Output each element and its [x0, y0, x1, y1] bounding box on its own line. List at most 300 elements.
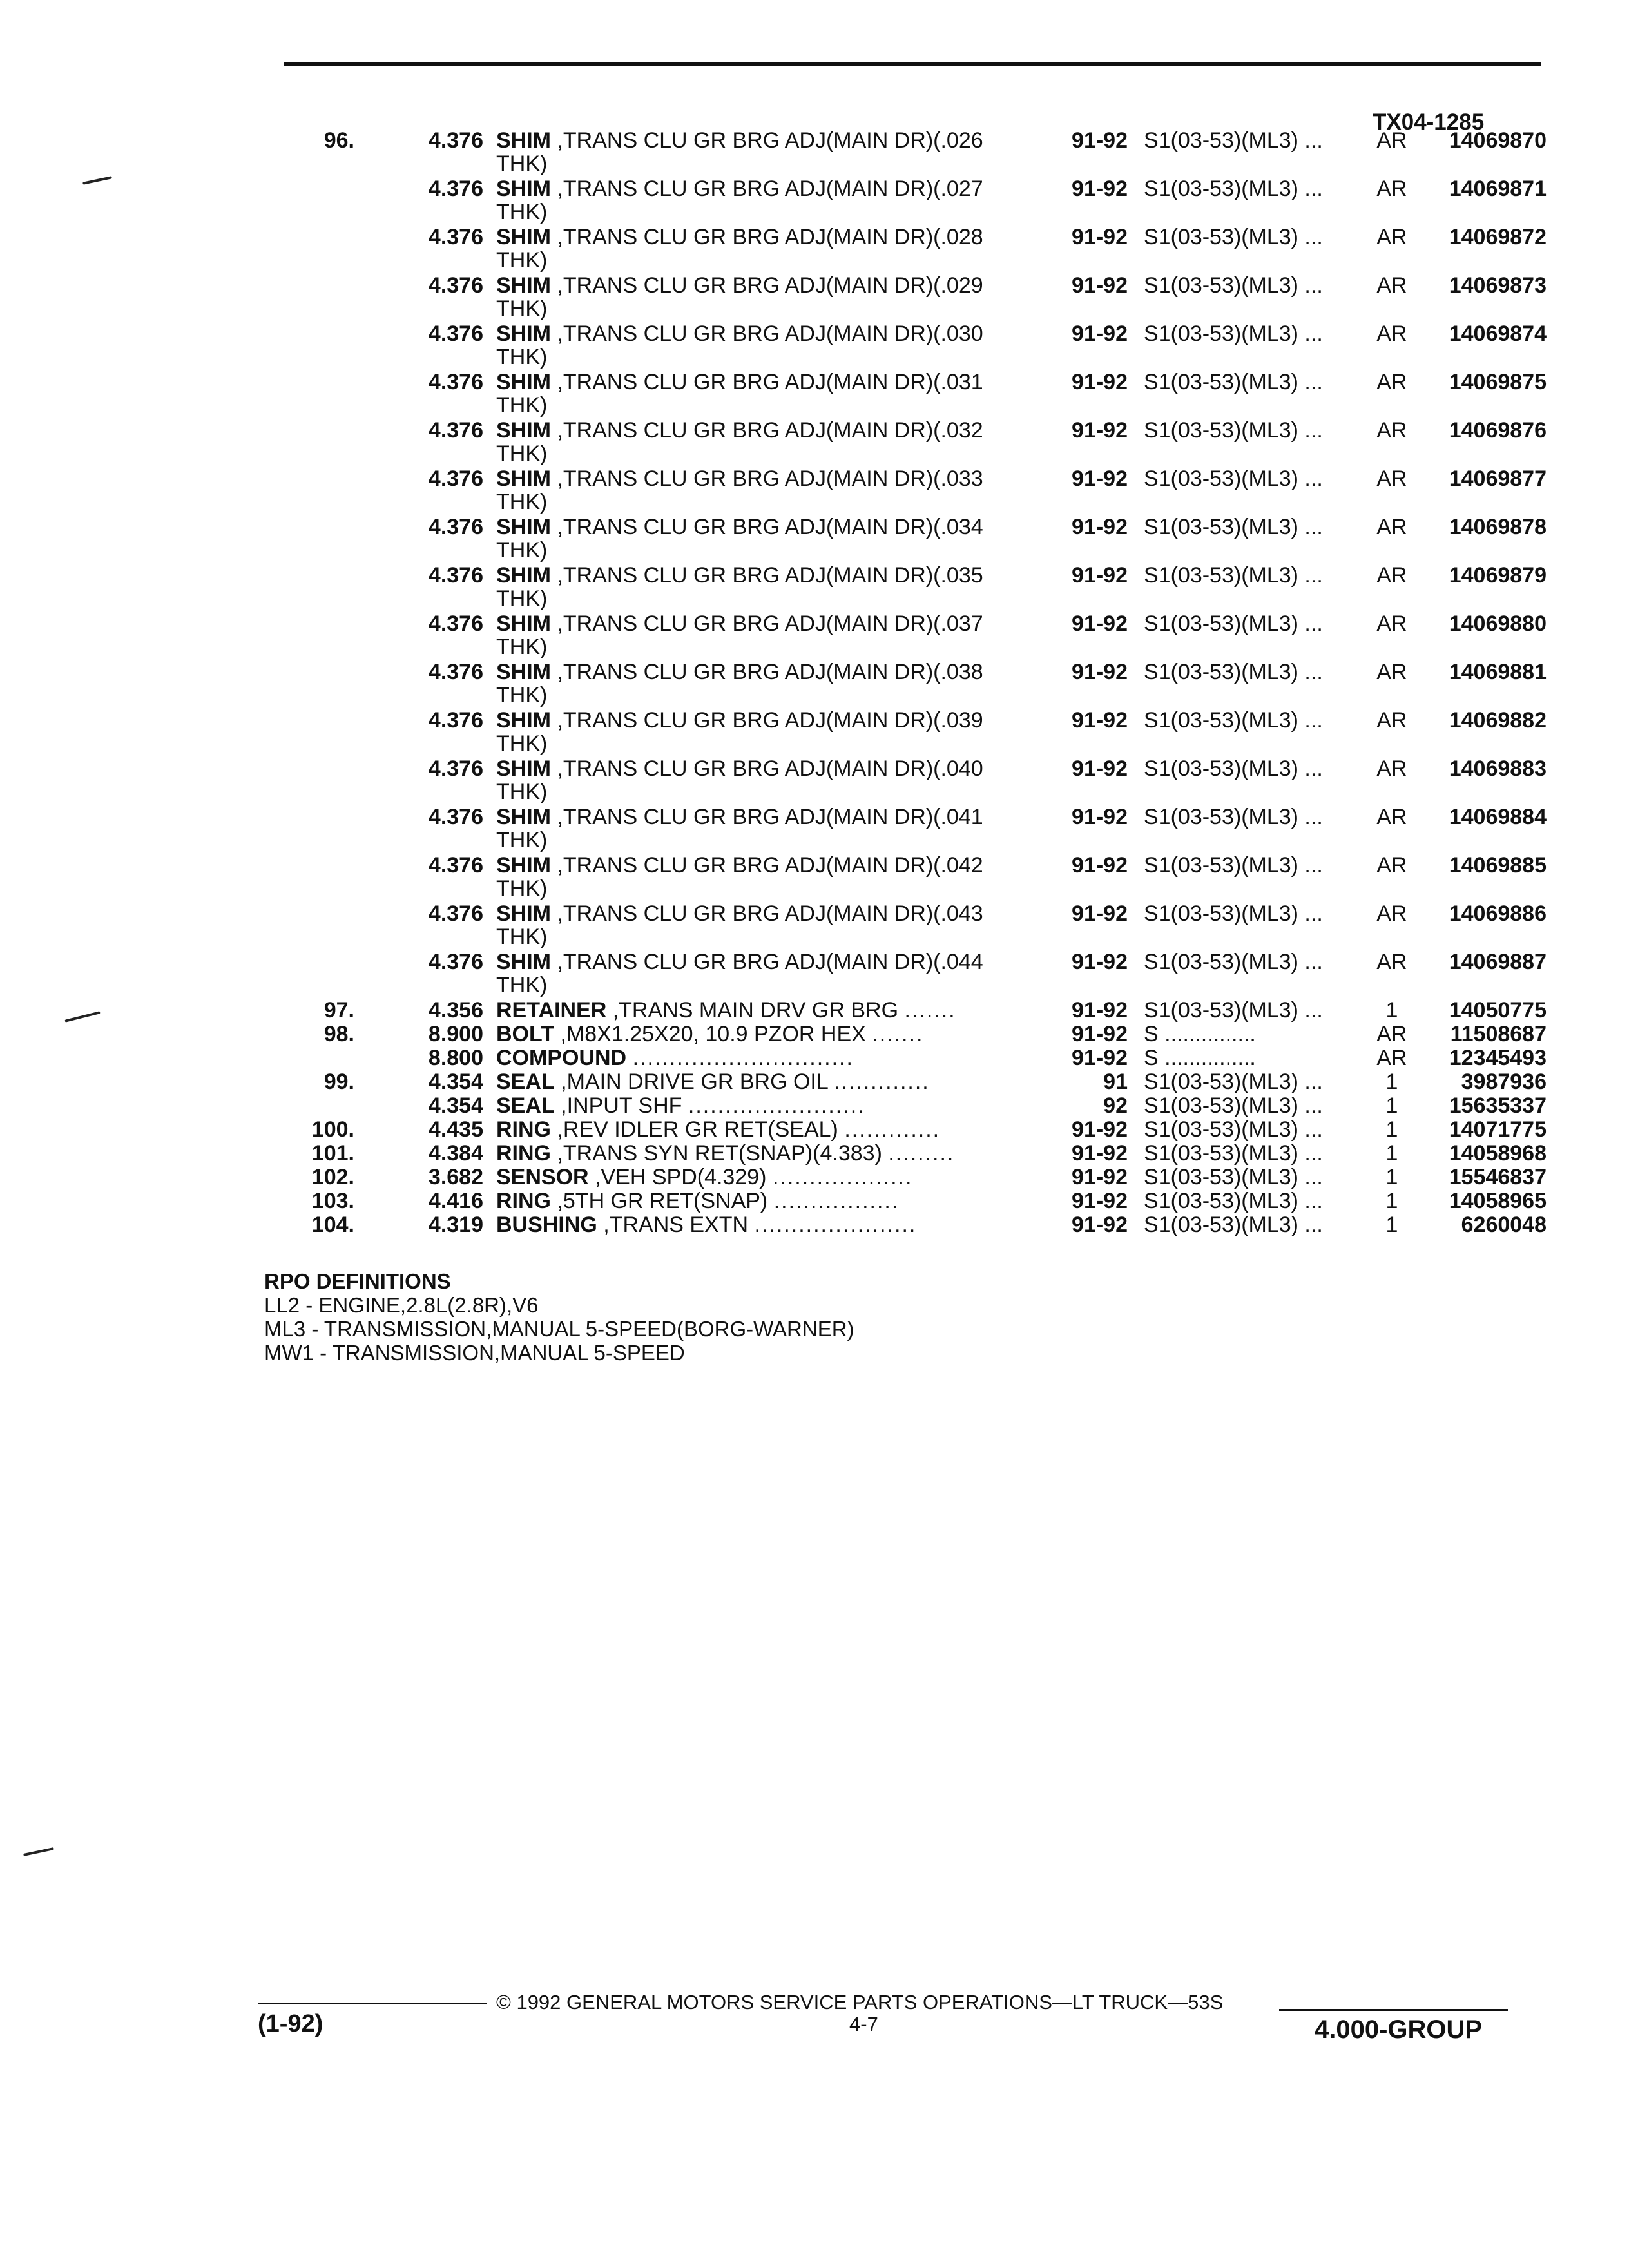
- part-detail: ,TRANS CLU GR BRG ADJ(MAIN DR)(.031: [557, 370, 983, 394]
- part-number: 6260048: [1461, 1213, 1547, 1237]
- rpo-heading: RPO DEFINITIONS: [264, 1269, 451, 1293]
- usage-code: S1(03-53)(ML3) ...: [1144, 902, 1323, 925]
- margin-mark: [23, 1847, 54, 1856]
- group-number: 4.376: [428, 128, 483, 153]
- part-number: 14069879: [1449, 563, 1547, 588]
- group-number: 4.376: [428, 322, 483, 346]
- part-name: RETAINER: [496, 999, 607, 1022]
- part-name: SHIM: [496, 226, 551, 249]
- part-description: [496, 1023, 1257, 1046]
- dot-leader: ......................: [754, 1213, 917, 1236]
- part-description: [496, 226, 1257, 249]
- group-number: 8.900: [428, 1022, 483, 1046]
- dot-leader: .............: [833, 1070, 930, 1093]
- model-years: 91-92: [1072, 370, 1128, 394]
- model-years: 91-92: [1072, 177, 1128, 201]
- part-description: [496, 805, 1257, 829]
- part-row: [271, 419, 1547, 467]
- usage-code: S1(03-53)(ML3) ...: [1144, 1118, 1323, 1141]
- model-years: 91-92: [1072, 708, 1128, 733]
- part-row: [271, 757, 1547, 805]
- group-number: 4.376: [428, 853, 483, 878]
- usage-code: S1(03-53)(ML3) ...: [1144, 660, 1323, 684]
- part-name: SHIM: [496, 515, 551, 539]
- part-number: 14069885: [1449, 853, 1547, 878]
- quantity: 1: [1385, 1117, 1398, 1142]
- part-name: SHIM: [496, 274, 551, 297]
- part-detail: ,MAIN DRIVE GR BRG OIL: [561, 1070, 828, 1093]
- part-description: [496, 274, 1257, 297]
- part-name: SHIM: [496, 709, 551, 732]
- part-number: 14069872: [1449, 225, 1547, 249]
- description-continuation: THK): [496, 151, 548, 176]
- model-years: 91-92: [1072, 273, 1128, 298]
- model-years: 91-92: [1072, 1117, 1128, 1142]
- group-number: 4.356: [428, 998, 483, 1023]
- footer-page-number: 4-7: [849, 2013, 878, 2035]
- part-name: SHIM: [496, 322, 551, 345]
- part-name: BOLT: [496, 1023, 555, 1046]
- usage-code: S1(03-53)(ML3) ...: [1144, 1070, 1323, 1093]
- part-number: 14069887: [1449, 950, 1547, 974]
- model-years: 91-92: [1072, 611, 1128, 636]
- part-description: [496, 322, 1257, 345]
- model-years: 91-92: [1072, 466, 1128, 491]
- part-detail: ,TRANS CLU GR BRG ADJ(MAIN DR)(.034: [557, 515, 983, 539]
- footer-group: 4.000-GROUP: [1315, 2015, 1483, 2044]
- model-years: 91-92: [1072, 1189, 1128, 1213]
- part-name: SHIM: [496, 177, 551, 200]
- usage-code: S ...............: [1144, 1046, 1256, 1070]
- part-detail: ,TRANS CLU GR BRG ADJ(MAIN DR)(.038: [557, 660, 983, 684]
- ref-number: 101.: [311, 1141, 354, 1166]
- usage-code: S1(03-53)(ML3) ...: [1144, 322, 1323, 345]
- model-years: 91-92: [1072, 128, 1128, 153]
- part-description: [496, 129, 1257, 152]
- quantity: AR: [1376, 1022, 1407, 1046]
- quantity: AR: [1376, 1046, 1407, 1070]
- part-detail: ,TRANS SYN RET(SNAP)(4.383): [557, 1142, 882, 1165]
- model-years: 91-92: [1072, 1213, 1128, 1237]
- part-detail: ,TRANS CLU GR BRG ADJ(MAIN DR)(.042: [557, 854, 983, 877]
- group-number: 4.376: [428, 515, 483, 539]
- model-years: 91-92: [1072, 1165, 1128, 1189]
- part-name: SHIM: [496, 419, 551, 442]
- part-name: SHIM: [496, 467, 551, 490]
- part-name: SEAL: [496, 1094, 555, 1117]
- footer-date: (1-92): [258, 2010, 323, 2037]
- part-detail: ,TRANS CLU GR BRG ADJ(MAIN DR)(.037: [557, 612, 983, 635]
- model-years: 91-92: [1072, 901, 1128, 926]
- part-name: RING: [496, 1142, 551, 1165]
- model-years: 91-92: [1072, 515, 1128, 539]
- part-detail: ,TRANS CLU GR BRG ADJ(MAIN DR)(.026: [557, 129, 983, 152]
- usage-code: S1(03-53)(ML3) ...: [1144, 515, 1323, 539]
- quantity: AR: [1376, 611, 1407, 636]
- footer-rule-left: [258, 2003, 487, 2004]
- dot-leader: ..............................: [632, 1046, 854, 1070]
- part-description: [496, 177, 1257, 200]
- part-number: 14069871: [1449, 177, 1547, 201]
- part-row: [271, 709, 1547, 757]
- part-row: [271, 274, 1547, 322]
- model-years: 91-92: [1072, 1141, 1128, 1166]
- part-row: [271, 1094, 1547, 1118]
- part-name: SEAL: [496, 1070, 555, 1093]
- group-number: 4.376: [428, 708, 483, 733]
- quantity: 1: [1385, 1070, 1398, 1094]
- usage-code: S1(03-53)(ML3) ...: [1144, 177, 1323, 200]
- part-row: [271, 612, 1547, 660]
- ref-number: 102.: [311, 1165, 354, 1189]
- part-description: [496, 1189, 1257, 1213]
- dot-leader: ...................: [772, 1166, 913, 1189]
- usage-code: S1(03-53)(ML3) ...: [1144, 999, 1323, 1022]
- part-detail: ,VEH SPD(4.329): [595, 1166, 767, 1189]
- part-name: RING: [496, 1118, 551, 1141]
- rpo-definitions: [264, 1269, 854, 1365]
- part-name: SHIM: [496, 950, 551, 974]
- group-number: 4.384: [428, 1141, 483, 1166]
- group-number: 4.376: [428, 563, 483, 588]
- part-row: [271, 1142, 1547, 1166]
- model-years: 91-92: [1072, 998, 1128, 1023]
- part-description: [496, 467, 1257, 490]
- description-continuation: THK): [496, 635, 548, 659]
- usage-code: S1(03-53)(ML3) ...: [1144, 226, 1323, 249]
- ref-number: 99.: [323, 1070, 354, 1094]
- footer-copyright: © 1992 GENERAL MOTORS SERVICE PARTS OPERATIONS—LT TRUCK—53S: [496, 1991, 1224, 2013]
- part-description: [496, 564, 1257, 587]
- part-row: [271, 805, 1547, 854]
- part-number: 15546837: [1449, 1165, 1547, 1189]
- usage-code: S1(03-53)(ML3) ...: [1144, 1213, 1323, 1236]
- description-continuation: THK): [496, 393, 548, 418]
- usage-code: S1(03-53)(ML3) ...: [1144, 757, 1323, 780]
- usage-code: S1(03-53)(ML3) ...: [1144, 1094, 1323, 1117]
- catalog-code: TX04-1285: [1373, 110, 1485, 135]
- part-row: [271, 1189, 1547, 1213]
- part-detail: ,TRANS CLU GR BRG ADJ(MAIN DR)(.032: [557, 419, 983, 442]
- part-description: [496, 1094, 1257, 1117]
- group-number: 4.376: [428, 950, 483, 974]
- part-detail: ,TRANS CLU GR BRG ADJ(MAIN DR)(.035: [557, 564, 983, 587]
- quantity: 1: [1385, 1213, 1398, 1237]
- description-continuation: THK): [496, 925, 548, 949]
- part-number: 14069886: [1449, 901, 1547, 926]
- part-name: BUSHING: [496, 1213, 597, 1236]
- usage-code: S1(03-53)(ML3) ...: [1144, 709, 1323, 732]
- model-years: 91: [1103, 1070, 1128, 1094]
- part-description: [496, 515, 1257, 539]
- part-number: 14069874: [1449, 322, 1547, 346]
- model-years: 91-92: [1072, 418, 1128, 443]
- part-row: [271, 1118, 1547, 1142]
- description-continuation: THK): [496, 248, 548, 273]
- quantity: AR: [1376, 901, 1407, 926]
- model-years: 91-92: [1072, 1046, 1128, 1070]
- rpo-item: ML3 - TRANSMISSION,MANUAL 5-SPEED(BORG-WARNER): [264, 1317, 854, 1341]
- part-name: SHIM: [496, 757, 551, 780]
- ref-number: 103.: [311, 1189, 354, 1213]
- usage-code: S1(03-53)(ML3) ...: [1144, 274, 1323, 297]
- quantity: AR: [1376, 418, 1407, 443]
- quantity: AR: [1376, 950, 1407, 974]
- quantity: 1: [1385, 1165, 1398, 1189]
- quantity: AR: [1376, 853, 1407, 878]
- quantity: AR: [1376, 370, 1407, 394]
- usage-code: S1(03-53)(ML3) ...: [1144, 1189, 1323, 1213]
- part-description: [496, 902, 1257, 925]
- quantity: 1: [1385, 1189, 1398, 1213]
- dot-leader: ........................: [688, 1094, 865, 1117]
- part-number: 14069877: [1449, 466, 1547, 491]
- part-description: [496, 1142, 1257, 1165]
- quantity: 1: [1385, 998, 1398, 1023]
- description-continuation: THK): [496, 586, 548, 611]
- part-detail: ,M8X1.25X20, 10.9 PZOR HEX: [560, 1023, 866, 1046]
- part-description: [496, 1046, 1257, 1070]
- part-description: [496, 854, 1257, 877]
- quantity: AR: [1376, 466, 1407, 491]
- group-number: 4.376: [428, 901, 483, 926]
- usage-code: S1(03-53)(ML3) ...: [1144, 1142, 1323, 1165]
- parts-list: [271, 129, 1547, 1237]
- part-row: [271, 902, 1547, 950]
- dot-leader: .............: [844, 1118, 941, 1141]
- part-detail: ,TRANS CLU GR BRG ADJ(MAIN DR)(.041: [557, 805, 983, 829]
- ref-number: 98.: [323, 1022, 354, 1046]
- part-number: 14069870: [1449, 128, 1547, 153]
- part-name: RING: [496, 1189, 551, 1213]
- part-number: 14071775: [1449, 1117, 1547, 1142]
- ref-number: 104.: [311, 1213, 354, 1237]
- part-number: 14069876: [1449, 418, 1547, 443]
- group-number: 4.376: [428, 660, 483, 684]
- part-row: [271, 1046, 1547, 1070]
- part-name: SHIM: [496, 902, 551, 925]
- part-name: SHIM: [496, 854, 551, 877]
- description-continuation: THK): [496, 780, 548, 804]
- group-number: 4.416: [428, 1189, 483, 1213]
- part-number: 14058968: [1449, 1141, 1547, 1166]
- part-name: SHIM: [496, 660, 551, 684]
- quantity: AR: [1376, 322, 1407, 346]
- quantity: 1: [1385, 1141, 1398, 1166]
- part-description: [496, 1213, 1257, 1236]
- part-number: 14069881: [1449, 660, 1547, 684]
- part-description: [496, 950, 1257, 974]
- part-name: COMPOUND: [496, 1046, 627, 1070]
- group-number: 4.376: [428, 418, 483, 443]
- part-row: [271, 1166, 1547, 1189]
- part-detail: ,TRANS CLU GR BRG ADJ(MAIN DR)(.028: [557, 226, 983, 249]
- part-number: 14069882: [1449, 708, 1547, 733]
- quantity: AR: [1376, 563, 1407, 588]
- model-years: 92: [1103, 1093, 1128, 1118]
- margin-mark: [82, 176, 112, 184]
- description-continuation: THK): [496, 538, 548, 562]
- quantity: AR: [1376, 177, 1407, 201]
- dot-leader: .......: [904, 999, 956, 1022]
- part-detail: ,TRANS MAIN DRV GR BRG: [612, 999, 899, 1022]
- quantity: AR: [1376, 515, 1407, 539]
- part-detail: ,TRANS CLU GR BRG ADJ(MAIN DR)(.027: [557, 177, 983, 200]
- part-detail: ,TRANS CLU GR BRG ADJ(MAIN DR)(.033: [557, 467, 983, 490]
- part-detail: ,INPUT SHF: [561, 1094, 682, 1117]
- part-detail: ,REV IDLER GR RET(SEAL): [557, 1118, 838, 1141]
- part-row: [271, 515, 1547, 564]
- group-number: 4.354: [428, 1093, 483, 1118]
- margin-mark: [64, 1011, 100, 1022]
- part-row: [271, 467, 1547, 515]
- usage-code: S1(03-53)(ML3) ...: [1144, 950, 1323, 974]
- description-continuation: THK): [496, 731, 548, 756]
- description-continuation: THK): [496, 345, 548, 369]
- quantity: AR: [1376, 660, 1407, 684]
- part-row: [271, 370, 1547, 419]
- part-number: 14069873: [1449, 273, 1547, 298]
- model-years: 91-92: [1072, 950, 1128, 974]
- part-name: SHIM: [496, 805, 551, 829]
- part-name: SHIM: [496, 129, 551, 152]
- part-number: 11508687: [1450, 1022, 1547, 1046]
- model-years: 91-92: [1072, 853, 1128, 878]
- group-number: 4.376: [428, 273, 483, 298]
- description-continuation: THK): [496, 876, 548, 901]
- description-continuation: THK): [496, 200, 548, 224]
- group-number: 4.376: [428, 466, 483, 491]
- description-continuation: THK): [496, 973, 548, 997]
- usage-code: S1(03-53)(ML3) ...: [1144, 467, 1323, 490]
- ref-number: 97.: [323, 998, 354, 1023]
- footer-rule-right: [1279, 2009, 1508, 2011]
- ref-number: 96.: [323, 128, 354, 153]
- group-number: 4.319: [428, 1213, 483, 1237]
- quantity: AR: [1376, 805, 1407, 829]
- part-number: 15635337: [1449, 1093, 1547, 1118]
- usage-code: S1(03-53)(ML3) ...: [1144, 854, 1323, 877]
- part-description: [496, 612, 1257, 635]
- part-detail: ,TRANS CLU GR BRG ADJ(MAIN DR)(.039: [557, 709, 983, 732]
- group-number: 4.376: [428, 756, 483, 781]
- group-number: 4.376: [428, 225, 483, 249]
- group-number: 4.376: [428, 177, 483, 201]
- model-years: 91-92: [1072, 563, 1128, 588]
- description-continuation: THK): [496, 683, 548, 707]
- part-number: 14069884: [1449, 805, 1547, 829]
- part-name: SHIM: [496, 370, 551, 394]
- part-name: SHIM: [496, 564, 551, 587]
- part-row: [271, 564, 1547, 612]
- part-name: SHIM: [496, 612, 551, 635]
- usage-code: S1(03-53)(ML3) ...: [1144, 805, 1323, 829]
- part-description: [496, 419, 1257, 442]
- description-continuation: THK): [496, 490, 548, 514]
- part-detail: ,TRANS CLU GR BRG ADJ(MAIN DR)(.043: [557, 902, 983, 925]
- part-name: SENSOR: [496, 1166, 589, 1189]
- part-description: [496, 709, 1257, 732]
- part-row: [271, 854, 1547, 902]
- quantity: AR: [1376, 225, 1407, 249]
- part-number: 14069875: [1449, 370, 1547, 394]
- quantity: AR: [1376, 756, 1407, 781]
- part-number: 14069880: [1449, 611, 1547, 636]
- usage-code: S1(03-53)(ML3) ...: [1144, 419, 1323, 442]
- quantity: 1: [1385, 1093, 1398, 1118]
- rpo-item: LL2 - ENGINE,2.8L(2.8R),V6: [264, 1293, 539, 1317]
- rpo-item: MW1 - TRANSMISSION,MANUAL 5-SPEED: [264, 1341, 685, 1365]
- part-description: [496, 757, 1257, 780]
- part-number: 14069883: [1449, 756, 1547, 781]
- model-years: 91-92: [1072, 756, 1128, 781]
- part-description: [496, 1166, 1257, 1189]
- quantity: AR: [1376, 273, 1407, 298]
- part-description: [496, 660, 1257, 684]
- part-number: 14050775: [1449, 998, 1547, 1023]
- part-number: 14058965: [1449, 1189, 1547, 1213]
- group-number: 4.354: [428, 1070, 483, 1094]
- dot-leader: .......: [872, 1023, 924, 1046]
- part-detail: ,TRANS CLU GR BRG ADJ(MAIN DR)(.044: [557, 950, 983, 974]
- part-row: [271, 322, 1547, 370]
- description-continuation: THK): [496, 828, 548, 852]
- model-years: 91-92: [1072, 660, 1128, 684]
- part-row: [271, 950, 1547, 999]
- model-years: 91-92: [1072, 225, 1128, 249]
- part-description: [496, 999, 1257, 1022]
- part-row: [271, 177, 1547, 226]
- part-number: 14069878: [1449, 515, 1547, 539]
- group-number: 8.800: [428, 1046, 483, 1070]
- usage-code: S ...............: [1144, 1023, 1256, 1046]
- dot-leader: .................: [773, 1189, 900, 1213]
- model-years: 91-92: [1072, 322, 1128, 346]
- model-years: 91-92: [1072, 805, 1128, 829]
- part-description: [496, 1070, 1257, 1093]
- group-number: 4.376: [428, 805, 483, 829]
- part-number: 12345493: [1449, 1046, 1547, 1070]
- usage-code: S1(03-53)(ML3) ...: [1144, 564, 1323, 587]
- part-row: [271, 1070, 1547, 1094]
- part-description: [496, 1118, 1257, 1141]
- part-row: [271, 660, 1547, 709]
- group-number: 4.435: [428, 1117, 483, 1142]
- group-number: 4.376: [428, 370, 483, 394]
- part-detail: ,TRANS CLU GR BRG ADJ(MAIN DR)(.029: [557, 274, 983, 297]
- group-number: 3.682: [428, 1165, 483, 1189]
- part-detail: ,TRANS CLU GR BRG ADJ(MAIN DR)(.040: [557, 757, 983, 780]
- description-continuation: THK): [496, 296, 548, 321]
- part-detail: ,5TH GR RET(SNAP): [557, 1189, 768, 1213]
- part-row: [271, 129, 1547, 177]
- part-number: 3987936: [1461, 1070, 1547, 1094]
- part-row: [271, 999, 1547, 1023]
- usage-code: S1(03-53)(ML3) ...: [1144, 129, 1323, 152]
- group-number: 4.376: [428, 611, 483, 636]
- dot-leader: .........: [888, 1142, 955, 1165]
- description-continuation: THK): [496, 441, 548, 466]
- part-detail: ,TRANS CLU GR BRG ADJ(MAIN DR)(.030: [557, 322, 983, 345]
- usage-code: S1(03-53)(ML3) ...: [1144, 612, 1323, 635]
- quantity: AR: [1376, 708, 1407, 733]
- part-row: [271, 1023, 1547, 1046]
- usage-code: S1(03-53)(ML3) ...: [1144, 1166, 1323, 1189]
- ref-number: 100.: [311, 1117, 354, 1142]
- model-years: 91-92: [1072, 1022, 1128, 1046]
- part-row: [271, 1213, 1547, 1237]
- part-row: [271, 226, 1547, 274]
